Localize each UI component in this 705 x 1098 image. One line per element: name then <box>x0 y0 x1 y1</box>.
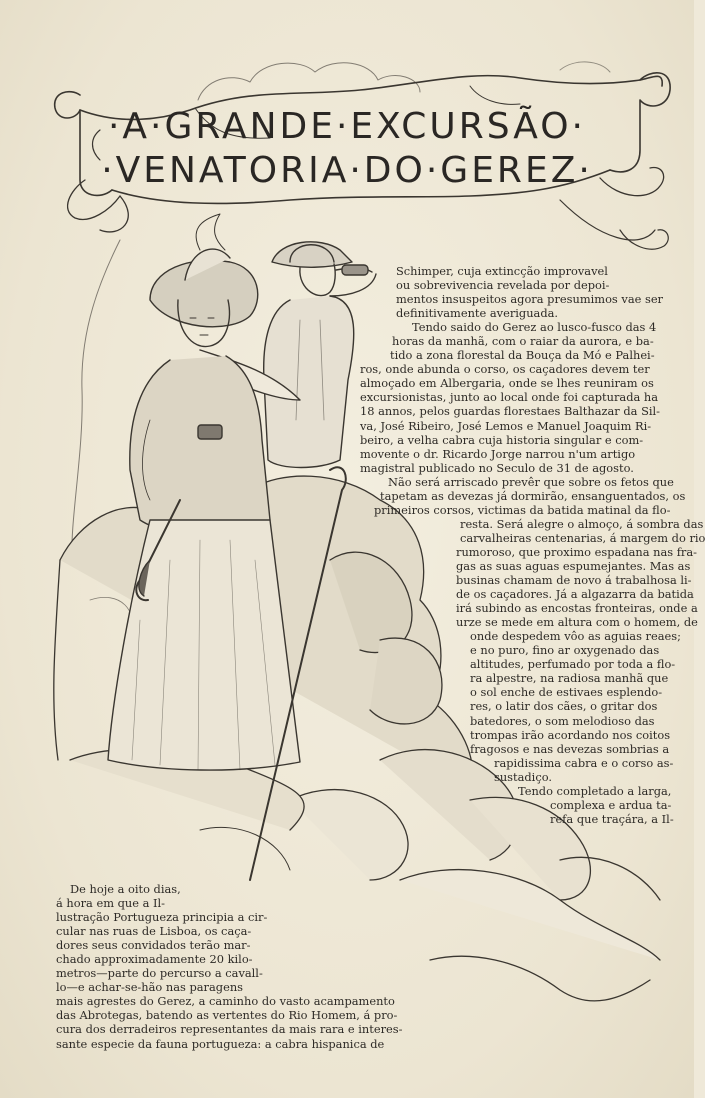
text-line: e no puro, fino ar oxygenado das <box>470 643 660 658</box>
text-line: fragosos e nas devezas sombrias a <box>470 741 670 756</box>
text-line: urze se mede em altura com o homem, de <box>456 615 698 630</box>
text-line: definitivamente averiguada. <box>396 306 559 321</box>
text-line: Tendo completado a larga, <box>518 783 672 798</box>
text-line: trompas irão acordando nos coitos <box>470 727 671 742</box>
text-line: beiro, a velha cabra cuja historia singular e com- <box>360 432 644 447</box>
text-line: almoçado em Albergaria, onde se lhes reuniram os <box>360 376 654 391</box>
right-column-text <box>360 264 705 826</box>
text-line: altitudes, perfumado por toda a flo- <box>470 657 676 672</box>
text-line: dores seus convidados terão mar- <box>56 938 251 953</box>
text-line: ros, onde abunda o corso, os caçadores devem ter <box>360 362 650 377</box>
text-line: horas da manhã, com o raiar da aurora, e ba- <box>392 334 654 349</box>
text-line: irá subindo as encostas fronteiras, onde a <box>456 601 698 616</box>
text-line: De hoje a oito dias, <box>70 882 181 896</box>
text-line: ra alpestre, na radiosa manhã que <box>470 671 669 686</box>
text-line: tapetam as devezas já dormirão, ensanguentados, os <box>380 488 686 503</box>
text-line: mentos insuspeitos agora presumimos vae ser <box>396 292 664 307</box>
article-title-line-2: ·VENATORIA·DO·GEREZ· <box>101 150 593 191</box>
text-line: va, José Ribeiro, José Lemos e Manuel Joaquim Ri- <box>360 418 652 433</box>
text-line: Não será arriscado prevêr que sobre os fetos que <box>388 474 674 489</box>
text-line: res, o latir dos cães, o gritar dos <box>470 699 658 714</box>
text-line: tido a zona florestal da Bouça da Mó e Palhei- <box>390 348 655 363</box>
text-line: o sol enche de estivaes esplendo- <box>470 685 663 700</box>
cloud-icon <box>198 63 420 100</box>
text-line: carvalheiras centenarias, á margem do rio <box>460 530 705 545</box>
text-line: ou sobrevivencia revelada por depoi- <box>396 278 610 293</box>
text-line: á hora em que a Il- <box>56 896 166 911</box>
left-column-text <box>56 882 416 1051</box>
text-line: rapidissima cabra e o corso as- <box>494 755 674 770</box>
text-line: lo—e achar-se-hão nas paragens <box>56 980 244 995</box>
text-line: Tendo saido do Gerez ao lusco-fusco das 4 <box>412 320 657 335</box>
text-line: lustração Portugueza principia a cir- <box>56 910 268 925</box>
text-line: gas as suas aguas espumejantes. Mas as <box>456 558 691 573</box>
text-line: sante especie da fauna portugueza: a cabra hispanica de <box>56 1036 385 1051</box>
text-line: batedores, o som melodioso das <box>470 713 655 728</box>
text-line: Schimper, cuja extincção improvavel <box>396 264 608 278</box>
text-line: de os caçadores. Já a algazarra da batida <box>456 587 694 602</box>
text-line: metros—parte do percurso a cavall- <box>56 966 263 981</box>
text-line: businas chamam de novo á trabalhosa li- <box>456 573 692 588</box>
text-line: refa que traçára, a Il- <box>550 811 674 826</box>
text-line: chado approximadamente 20 kilo- <box>56 952 253 967</box>
text-line: magistral publicado no Seculo de 31 de agosto. <box>360 460 634 475</box>
text-line: primeiros corsos, victimas da batida matinal da flo- <box>374 502 671 517</box>
text-line: 18 annos, pelos guardas florestaes Balthazar da Sil- <box>360 404 661 419</box>
text-line: cular nas ruas de Lisboa, os caça- <box>56 924 252 939</box>
text-line: mais agrestes do Gerez, a caminho do vasto acampamento <box>56 994 395 1009</box>
text-line: sustadiço. <box>494 769 552 784</box>
text-line: resta. Será alegre o almoço, á sombra das <box>460 516 704 531</box>
article-title-line-1: ·A·GRANDE·EXCURSÃO· <box>107 106 586 147</box>
text-line: onde despedem vôo as aguias reaes; <box>470 629 681 644</box>
text-line: cura dos derradeiros representantes da mais rara e interes- <box>56 1022 403 1037</box>
text-line: excursionistas, junto ao local onde foi capturada ha <box>360 390 659 405</box>
text-line: movente o dr. Ricardo Jorge narrou n'um artigo <box>360 446 636 461</box>
text-line: rumoroso, que proximo espadana nas fra- <box>456 544 698 559</box>
text-line: das Abrotegas, batendo as vertentes do Rio Homem, á pro- <box>56 1008 398 1023</box>
text-line: complexa e ardua ta- <box>550 797 672 812</box>
